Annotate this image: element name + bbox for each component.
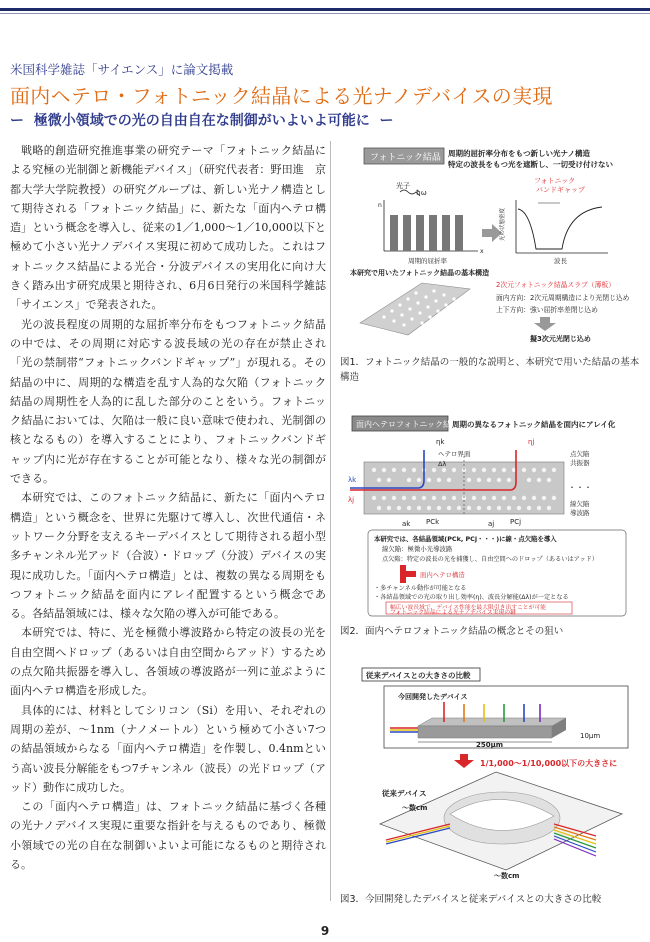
- fig3-new-device: 今回開発したデバイス: [398, 693, 468, 701]
- fig1-basic-structure: 本研究で用いたフォトニック結晶の基本構造: [350, 269, 490, 277]
- fig3-chip-top: [418, 718, 566, 726]
- figure-3-caption: 図3．今回開発したデバイスと従来デバイスとの大きさの比較: [340, 894, 602, 905]
- fig3-old-device: 従来デバイス: [382, 789, 427, 798]
- fig2-box-line3: 点欠陥：特定の波長の光を捕獲し、自由空間へのドロップ（あるいはアッド）: [382, 556, 599, 563]
- fig1-inplane: 面内方向：2次元周期構造により光閉じ込め: [496, 294, 630, 302]
- column-divider: [330, 141, 331, 901]
- figure-2: [340, 410, 640, 639]
- fig1-axis-n: n: [378, 202, 382, 209]
- fig2-delta-lambda: Δλ: [438, 460, 447, 468]
- body-paragraph: 戦略的創造研究推進事業の研究テーマ「フォトニック結晶による究極の光制御と新機能デバイス」（研究代表者：野田進 京都大学大学院教授）の研究グループは、新しい光ナノ構造として期待される「フォトニック結晶」に、新たな「面内ヘテロ構造」という概念を導入し、従来の1／1,000〜1／10,000以下と極めて小さい光ナノデバイス実現に初めて成功した。これはフォトニックス結晶による光合・分波デバイスの実用化に向け大きく踏み出す研究成果と期待され、6月6日発行の米国科学雑誌「サイエンス」で発表された。: [10, 144, 326, 312]
- fig2-line-defect-2: 導波路: [570, 509, 590, 517]
- fig2-eta-j: ηj: [528, 438, 535, 446]
- article-title: 面内ヘテロ・フォトニック結晶による光ナノデバイスの実現: [10, 84, 553, 108]
- subtitle-text: 極微小領域での光の自由自在な制御がいよいよ可能に: [33, 113, 370, 129]
- body-paragraph: 本研究では、このフォトニック結晶に、新たに「面内ヘテロ構造」という概念を、世界に先駆けて導入し、次世代通信・ネットワーク分野を支えるキーデバイスとして期待される超小型多チャンネル光アッド（合波）・ドロップ（分波）デバイスの実現に成功した。「面内ヘテロ構造」とは、複数の異なる周期をもつフォトニック結晶を面内にアレイ配置するという概念である。各結晶領域には、様々な欠陥の導入が可能である。: [10, 491, 326, 621]
- fig1-down-arrow: [534, 317, 556, 331]
- fig1-wavelength: 波長: [554, 257, 567, 265]
- fig2-dots: ・・・: [568, 483, 592, 492]
- fig2-box-line1: 本研究では、各結晶領域(PCk, PCj・・・)に線・点欠陥を導入: [374, 535, 557, 543]
- fig1-arrow: [482, 224, 502, 242]
- fig1-pbg-2: バンドギャップ: [536, 186, 585, 194]
- figure-2-diagram: [340, 410, 640, 618]
- figure-1: [340, 145, 640, 385]
- article-subtitle: [10, 110, 394, 130]
- fig1-result: 擬3次元光閉じ込め: [530, 335, 591, 343]
- figure-1-caption: 図1．フォトニック結晶の一般的な説明と、本研究で用いた結晶の基本構造: [340, 357, 640, 383]
- fig3-ratio: 1/1,000〜1/10,000以下の大きさに: [480, 759, 618, 768]
- fig2-box-line7: フォトニック結晶による光ナノデバイス実現の鍵: [390, 610, 516, 616]
- fig2-box-line4: ・多チャンネル動作が可能となる: [374, 585, 467, 592]
- fig1-photon: 光子: [396, 182, 410, 190]
- fig2-hetero-boundary: ヘテロ界面: [438, 450, 471, 458]
- fig3-input-beam: [390, 728, 418, 732]
- body-paragraph: 本研究では、特に、光を極微小導波路から特定の波長の光を自由空間へドロップ（あるいは自由空間からアッド）するための点欠陥共振器を導入し、各領域の導波路が一列に並ぶように面内ヘテロ構造を形成した。: [10, 626, 326, 698]
- fig2-arrow-label: 面内ヘテロ構造: [420, 571, 465, 579]
- top-rule-thick: [0, 8, 650, 11]
- fig3-chip-front: [418, 726, 552, 738]
- figure-3: [340, 664, 640, 907]
- subtitle-dash-right: ー: [379, 113, 394, 129]
- fig1-slab: [360, 283, 470, 335]
- subtitle-dash-left: ー: [10, 113, 24, 129]
- fig2-point-defect-2: 共振器: [570, 459, 590, 467]
- fig2-line-defect-1: 線欠陥: [570, 500, 590, 508]
- fig2-aj: aj: [488, 520, 495, 528]
- article-body: [10, 141, 326, 874]
- body-paragraph: 具体的には、材料としてシリコン（Si）を用い、それぞれの周期の差が、〜1nm（ナノメートル）という極めて小さい7つの結晶領域からなる「面内ヘテロ構造」を作製し、0.4nmという高い波長分解能をもつ7チャンネル（波長）の光ドロップ（アッド）動作に成功した。: [10, 703, 326, 794]
- fig2-header-desc: 周期の異なるフォトニック結晶を面内にアレイ化: [452, 420, 616, 429]
- fig1-desc-1: 周期的屈折率分布をもつ新しい光ナノ構造: [448, 149, 590, 158]
- figure-1-diagram: [340, 145, 640, 345]
- fig3-size-10: 10μm: [580, 732, 601, 740]
- fig2-box-line5: ・各結晶領域での光の取り出し効率(η)、波長分解能(Δλ)が一定となる: [374, 594, 569, 601]
- fig2-lambda-k: λk: [348, 476, 357, 484]
- fig3-cm-bottom: 〜数cm: [494, 872, 520, 880]
- fig2-eta-k: ηk: [436, 438, 445, 446]
- fig1-pbg-1: フォトニック: [534, 177, 576, 185]
- top-rule-thin: [0, 13, 650, 14]
- body-paragraph: 光の波長程度の周期的な屈折率分布をもつフォトニック結晶の中では、その周期に対応する波長域の光の存在が禁止され「光の禁制帯“フォトニックバンドギャップ”」が現れる。その結晶の中に、周期的な構造を乱す人為的な欠陥（フォトニック結晶の周期性を人為的に乱した部分のことをいう。フォトニック結晶においては、欠陥は一般に良い意味で使われ、光制御の核となるもの）を導入することにより、フォトニックバンドギャップ内に光が存在することが可能となり、様々な光の制御ができる。: [10, 317, 326, 486]
- fig1-label-text: フォトニック結晶: [370, 153, 441, 163]
- fig1-hw: ħω: [416, 189, 427, 197]
- article-kicker: 米国科学雑誌「サイエンス」に論文掲載: [10, 62, 234, 77]
- fig1-slab-label: 2次元フォトニック結晶スラブ（薄板）: [496, 281, 615, 289]
- fig1-axis-x-label: x: [480, 248, 484, 255]
- fig2-pcj: PCj: [510, 518, 522, 526]
- fig3-size-250: 250μm: [476, 741, 504, 749]
- fig1-periodic-bars: [390, 215, 463, 251]
- fig2-point-defect-1: 点欠陥: [570, 450, 590, 458]
- fig2-box-line6: 幅広い波長域で、デバイス性能を最大限引き出すことが可能: [390, 605, 546, 611]
- fig1-periodic-label: 周期的屈折率: [408, 257, 447, 265]
- fig1-dos-curve: [518, 207, 602, 249]
- body-paragraph: この「面内ヘテロ構造」は、フォトニック結晶に基づく各種の光ナノデバイス実現に重要な指針を与えるものであり、極微小領域での光の自在な制御いよいよ可能になるものと期待される。: [10, 800, 326, 871]
- page-number: 9: [320, 924, 330, 938]
- fig1-vertical: 上下方向：強い屈折率差閉じ込め: [496, 306, 598, 314]
- fig3-cm-side: 〜数cm: [402, 804, 428, 812]
- fig2-ak: ak: [402, 520, 411, 528]
- figure-3-diagram: [340, 664, 640, 884]
- figure-2-caption: 図2．面内ヘテロフォトニック結晶の概念とその狙い: [340, 626, 564, 637]
- fig2-pck: PCk: [426, 518, 440, 526]
- fig2-box-line2: 線欠陥：極微小光導波路: [382, 545, 453, 553]
- fig3-label-text: 従来デバイスとの大きさの比較: [366, 671, 471, 680]
- fig1-dos-label: 光の状態密度: [500, 207, 506, 241]
- fig3-down-arrow: [454, 754, 474, 768]
- fig2-lambda-j: λj: [348, 496, 355, 504]
- fig1-desc-2: 特定の波長をもつ光を遮断し、一切受け付けない: [448, 160, 613, 169]
- fig2-label-text: 面内ヘテロフォトニック結晶: [356, 420, 459, 429]
